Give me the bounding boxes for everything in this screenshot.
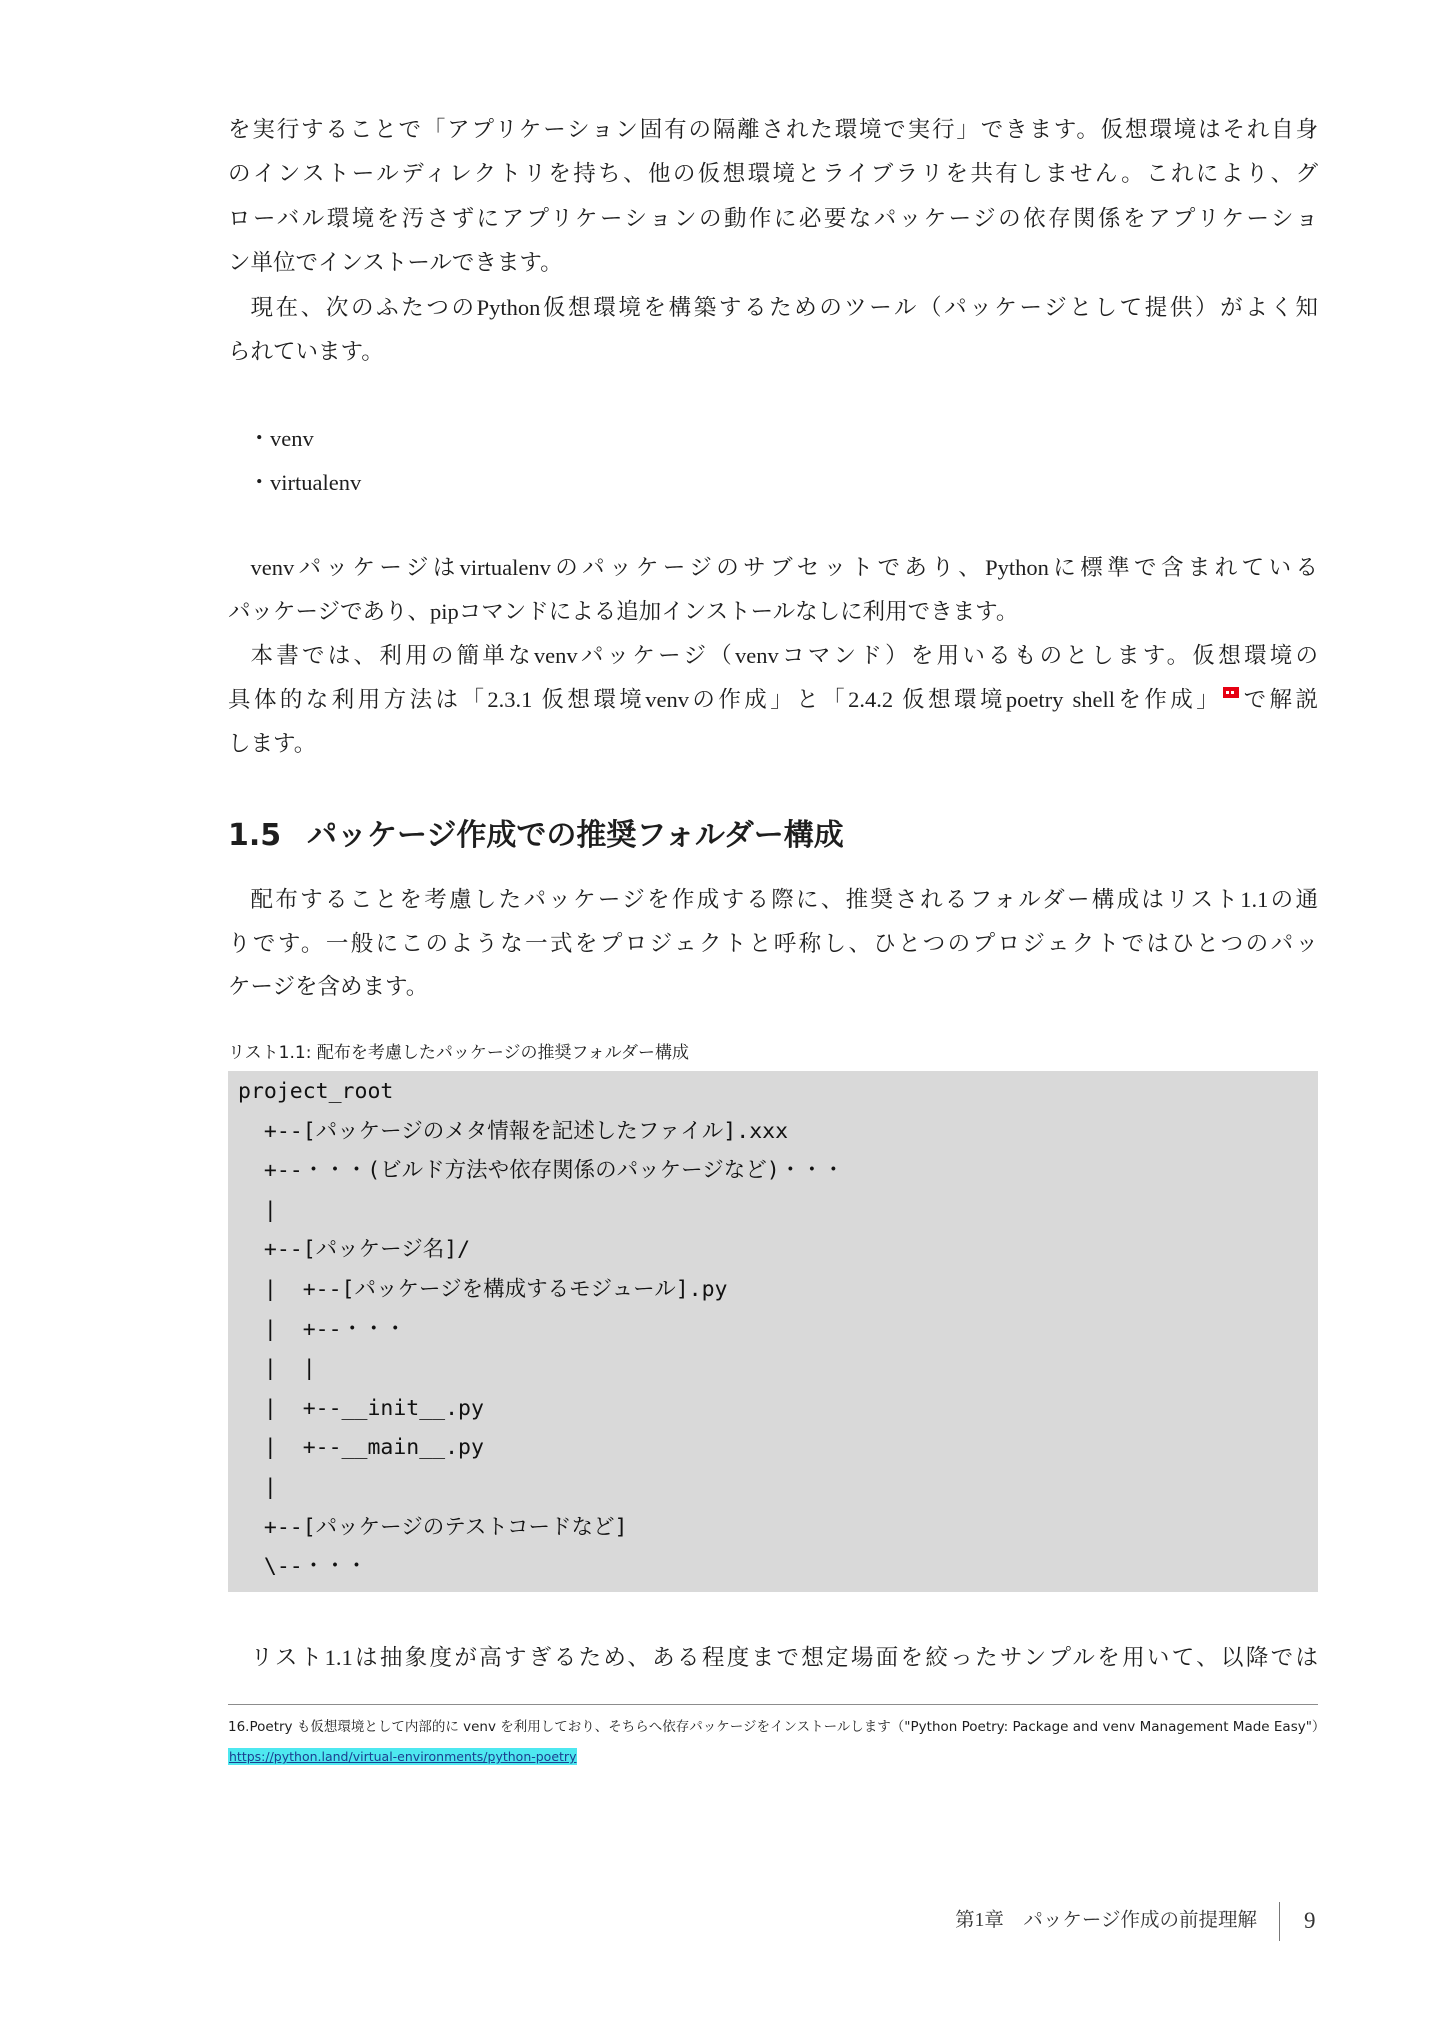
body-line: のインストールディレクトリを持ち、他の仮想環境とライブラリを共有しません。これにより、グ [228, 161, 1318, 187]
section-number: 1.5 [228, 818, 282, 853]
venv-text-block [228, 546, 1318, 766]
body-line: られています。 [228, 338, 384, 364]
code-line: | | [238, 1356, 316, 1382]
list-item-label: venv [270, 426, 314, 451]
code-line: \--・・・ [238, 1554, 368, 1580]
bullet-mark: ・ [248, 426, 271, 451]
body-line: venvパッケージはvirtualenvのパッケージのサブセットであり、Pythonに標準で含まれている [250, 555, 1318, 580]
footnote-divider [228, 1704, 1318, 1705]
code-line: | +--・・・ [238, 1316, 407, 1342]
list-item-label: virtualenv [270, 470, 362, 495]
section-heading [228, 816, 1318, 856]
body-line: 本書では、利用の簡単なvenvパッケージ（venvコマンド）を用いるものとします。仮想環境の [250, 643, 1318, 668]
footnote-ref-icon[interactable] [1223, 687, 1239, 698]
body-line: ケージを含めます。 [228, 974, 429, 1000]
code-line: | +--__init__.py [238, 1395, 484, 1421]
bullet-mark: ・ [248, 470, 271, 495]
intro-text-block [228, 108, 1318, 374]
code-line: +--・・・(ビルド方法や依存関係のパッケージなど)・・・ [238, 1158, 845, 1184]
body-line: りです。一般にこのような一式をプロジェクトと呼称し、ひとつのプロジェクトではひとつのパッ [228, 930, 1318, 956]
list-item-venv [228, 417, 1318, 461]
body-line: を実行することで「アプリケーション固有の隔離された環境で実行」できます。仮想環境はそれ自身 [228, 117, 1318, 142]
code-block [228, 1071, 1318, 1592]
list-item-virtualenv [228, 461, 1318, 505]
footnote-link-row [228, 1746, 1318, 1764]
footnote-number: 16. [228, 1719, 250, 1735]
body-line: ン単位でインストールできます。 [228, 250, 563, 276]
body-line: 配布することを考慮したパッケージを作成する際に、推奨されるフォルダー構成はリスト1.1の通 [250, 887, 1318, 912]
footnote-text: Poetry も仮想環境として内部的に venv を利用しており、そちらへ依存パッケージをインストールします（"Python Poetry: Package and venv Management Made Easy"） [249, 1719, 1326, 1735]
code-line: | +--[パッケージを構成するモジュール].py [238, 1276, 728, 1302]
body-line-with-footnote-ref [228, 678, 1318, 722]
code-line: +--[パッケージのテストコードなど] [238, 1514, 628, 1540]
code-line: +--[パッケージ名]/ [238, 1237, 471, 1263]
body-line: リスト1.1は抽象度が高すぎるため、ある程度まで想定場面を絞ったサンプルを用いて、以降では [250, 1645, 1318, 1670]
body-line: ローバル環境を汚さずにアプリケーションの動作に必要なパッケージの依存関係をアプリケーショ [228, 205, 1318, 231]
closing-text-block [228, 1636, 1318, 1680]
code-line: +--[パッケージのメタ情報を記述したファイル].xxx [238, 1118, 789, 1144]
page-number: 9 [1304, 1908, 1316, 1933]
body-text: で解説 [1240, 687, 1318, 712]
section-text-block [228, 878, 1318, 1009]
footnote [228, 1717, 1326, 1737]
code-line: | [238, 1197, 277, 1223]
body-line: 現在、次のふたつのPython仮想環境を構築するためのツール（パッケージとして提供）がよく知 [250, 294, 1318, 320]
code-line: | +--__main__.py [238, 1435, 484, 1461]
footer-divider [1279, 1902, 1280, 1941]
code-line: project_root [238, 1079, 394, 1104]
code-line: | [238, 1474, 277, 1500]
running-footer-chapter: 第1章 パッケージ作成の前提理解 [955, 1910, 1257, 1931]
listing-caption: リスト1.1: 配布を考慮したパッケージの推奨フォルダー構成 [228, 1043, 689, 1063]
body-line: します。 [228, 731, 317, 756]
section-title: パッケージ作成での推奨フォルダー構成 [307, 818, 844, 853]
body-line: パッケージであり、pipコマンドによる追加インストールなしに利用できます。 [228, 599, 1019, 624]
body-text: 具体的な利用方法は「2.3.1 仮想環境venvの作成」と「2.4.2 仮想環境poetry shellを作成」 [228, 687, 1223, 712]
footnote-url-link[interactable]: https://python.land/virtual-environments/python-poetry [229, 1749, 577, 1764]
tool-list [228, 417, 1318, 505]
